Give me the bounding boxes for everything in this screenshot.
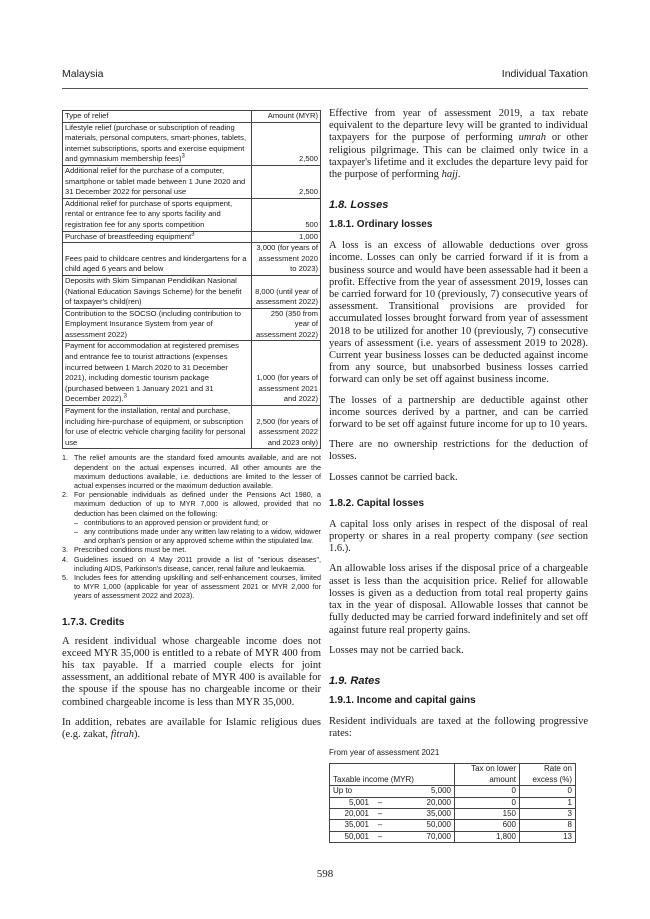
col-amount: Amount (MYR) [252,111,321,123]
right-column [329,108,588,843]
relief-amount-cell: 2,500 [252,122,321,165]
relief-type-cell: Purchase of breastfeeding equipment$^3$ [63,231,252,243]
table-row [63,165,321,198]
relief-type-cell: Payment for accommodation at registered premises and entrance fee to tourist attractions (expenses incurred between 1 March 2020 to 31 December 2021), including domestic tourism package (purchased between 1 January 2021 and 31 December 2022).$^3$ [63,341,252,406]
list-item: 4. Guidelines issued on 4 May 2011 provide a list of "serious diseases", including AIDS, Parkinson's disease, cancer, renal failure and leukaemia. [62,554,321,573]
taxable-income-cell: 20,001 – 35,000 [330,808,455,819]
relief-type-cell: Additional relief for purchase of sports equipment, rental or entrance fee to any sports facility and registration fee for any sports competition [63,198,252,231]
ordinary-losses-paragraph-3: There are no ownership restrictions for the deduction of losses. [329,439,588,463]
relief-type-cell: Deposits with Skim Simpanan Pendidikan Nasional (National Education Savings Scheme) for the benefit of taxpayer's child(ren) [63,275,252,308]
running-header [62,68,588,82]
ordinary-losses-paragraph-4: Losses cannot be carried back. [329,471,458,483]
table-row [330,820,576,831]
rates-table-header [330,764,576,786]
rates-table-caption: From year of assessment 2021 [329,748,440,758]
credits-heading: 1.7.3. Credits [62,616,125,628]
list-item: 3. Prescribed conditions must be met. [62,545,187,555]
pilgrimage-rebate-paragraph: Effective from year of assessment 2019, a tax rebate equivalent to the departure levy will be granted to individual taxpayers for the purpose of performing umrah or other religious pilgrimage. This can be claimed only twice in a taxpayer's lifetime and it excludes the departure levy paid for the purpose of performing hajj. [329,108,589,181]
relief-type-cell: Additional relief for the purchase of a computer, smartphone or tablet made between 1 June 2020 and 31 December 2022 for personal use [63,165,252,198]
taxable-income-cell: 35,001 – 50,000 [330,820,455,831]
rate-on-excess-cell: 0 [520,786,576,797]
ordinary-losses-paragraph-2: The losses of a partnership are deductible against other income sources derived by a partner, and can be carried forward to be set off against future income for up to 10 years. [329,394,588,431]
rate-on-excess-cell: 1 [520,797,576,808]
rates-table [329,763,576,843]
col-rate-on-excess: Rate on excess (%) [520,764,576,786]
list-item: 5. Includes fees for attending upskilling and self-enhancement courses, limited to MYR 1,000 (applicable for year of assessment 2021 or MYR 2,000 for years of assessment 2022 and 2023). [62,573,321,601]
table-row [63,406,321,449]
relief-amount-cell: 3,000 (for years of assessment 2020 to 2023) [252,243,321,276]
relief-amount-cell: 1,000 (for years of assessment 2021 and 2022) [252,341,321,406]
left-column [62,110,321,749]
table-row [330,786,576,797]
losses-heading: 1.8. Losses [329,199,389,212]
credits-paragraph-2: In addition, rebates are available for Islamic religious dues (e.g. zakat, fitrah). [62,716,321,741]
income-gains-heading: 1.9.1. Income and capital gains [329,694,476,706]
relief-type-cell: Lifestyle relief (purchase or subscription of reading materials, personal computers, smart-phones, tablets, internet subscriptions, sports and exercise equipment and gymnasium membership fees)$^3$ [63,122,252,165]
income-gains-paragraph: Resident individuals are taxed at the following progressive rates: [329,715,588,740]
col-taxable-income: Taxable income (MYR) [330,764,455,786]
page-number: 598 [316,868,334,880]
taxable-income-cell: 50,001 – 70,000 [330,831,455,842]
table-row [63,341,321,406]
relief-amount-cell: 8,000 (until year of assessment 2022) [252,275,321,308]
list-item: 1. The relief amounts are the standard fixed amounts available, and are not dependent on the actual expenses incurred. All other amounts are the maximum deductions available, i.e. deductions are limited to the lesser of actual expenses incurred or the maximum deduction available. [62,453,321,491]
col-tax-on-lower: Tax on lower amount [455,764,520,786]
relief-notes [62,453,321,600]
table-row [63,243,321,276]
table-row [63,198,321,231]
ordinary-losses-heading: 1.8.1. Ordinary losses [329,219,433,231]
relief-type-cell: Fees paid to childcare centres and kindergartens for a child aged 6 years and below [63,243,252,276]
table-row [330,797,576,808]
relief-amount-cell: 250 (350 from year of assessment 2022) [252,308,321,341]
capital-losses-paragraph-1: A capital loss only arises in respect of the disposal of real property or shares in a real property company (see section 1.6.). [329,518,588,555]
col-type-of-relief: Type of relief [63,111,252,123]
list-item: 2. For pensionable individuals as defined under the Pensions Act 1980, a maximum deduction of up to MYR 7,000 is allowed, provided that no deduction has been claimed on the following: – contributions to an approved pension or provident fund; or – any contributions made under any written law relating to a widow, widower and orphan's pension or any approved scheme within the stipulated law. [62,490,321,546]
rate-on-excess-cell: 3 [520,808,576,819]
table-row [63,231,321,243]
taxable-income-cell: Up to 5,000 [330,786,455,797]
relief-amount-cell: 500 [252,198,321,231]
capital-losses-paragraph-3: Losses may not be carried back. [329,644,464,656]
header-section: Individual Taxation [501,68,588,80]
tax-on-lower-cell: 0 [455,786,520,797]
tax-on-lower-cell: 150 [455,808,520,819]
capital-losses-paragraph-2: An allowable loss arises if the disposal price of a chargeable asset is less than the acquisition price. Relief for allowable losses is given as a deduction from total real property gains tax in the year of disposal. Allowable losses that cannot be fully deducted may be carried forward indefinitely and set off against future real property gains. [329,563,588,636]
capital-losses-heading: 1.8.2. Capital losses [329,497,425,509]
table-row [63,122,321,165]
credits-paragraph-1: A resident individual whose chargeable income does not exceed MYR 35,000 is entitled to a rebate of MYR 400 from his tax payable. If a married couple elects for joint assessment, an additional rebate of MYR 400 is available for the spouse if the spouse has no chargeable income or their combined chargeable income is less than MYR 35,000. [62,635,321,708]
rate-on-excess-cell: 8 [520,820,576,831]
rate-on-excess-cell: 13 [520,831,576,842]
rates-table-body [330,786,576,843]
table-row [330,831,576,842]
relief-amount-cell: 2,500 [252,165,321,198]
taxable-income-cell: 5,001 – 20,000 [330,797,455,808]
relief-table [62,110,321,449]
table-row [330,808,576,819]
rates-heading: 1.9. Rates [329,674,381,687]
tax-on-lower-cell: 0 [455,797,520,808]
relief-table-header [63,111,321,123]
relief-amount-cell: 1,000 [252,231,321,243]
header-rule [62,88,588,89]
relief-amount-cell: 2,500 (for years of assessment 2022 and 2023 only) [252,406,321,449]
ordinary-losses-paragraph-1: A loss is an excess of allowable deductions over gross income. Losses can only be carried forward if it is from a business source and would have been assessable had it been a profit. Effective from the year of assessment 2019, losses can be carried forward for 10 (previously, 7) consecutive years of assessment. Transitional provisions are provided for accumulated losses brought forward from year of assessment 2018 to be utilized for another 10 (previously, 7) consecutive years of assessment (i.e. years of assessment 2019 to 2028). Current year business losses can be deducted against income from any source, but unabsorbed business losses carried forward can only be set off against business income. [329,240,588,386]
table-row [63,308,321,341]
header-country: Malaysia [62,68,104,80]
relief-type-cell: Payment for the installation, rental and purchase, including hire-purchase of equipment, or subscription for use of electric vehicle charging facility for personal use [63,406,252,449]
relief-table-body [63,122,321,449]
table-row [63,275,321,308]
tax-on-lower-cell: 1,800 [455,831,520,842]
relief-type-cell: Contribution to the SOCSO (including contribution to Employment Insurance System from year of assessment 2022) [63,308,252,341]
tax-on-lower-cell: 600 [455,820,520,831]
